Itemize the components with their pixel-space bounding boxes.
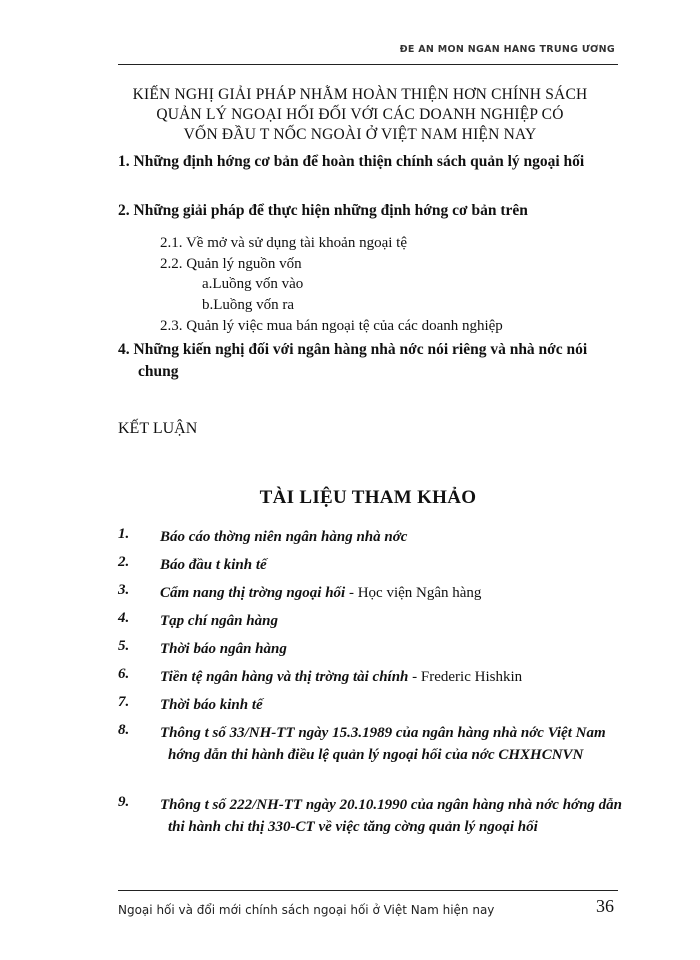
reference-item <box>160 794 628 838</box>
reference-item <box>160 554 620 576</box>
footer-rule <box>118 890 618 891</box>
reference-item <box>160 722 628 766</box>
reference-number: 7. <box>118 694 130 710</box>
reference-item <box>160 610 620 632</box>
reference-item <box>160 694 620 716</box>
header-rule <box>118 64 618 65</box>
reference-title: Báo cáo thờng niên ngân hàng nhà nớc <box>160 529 408 545</box>
title-line-3: VỐN ĐẦU T NỐC NGOÀI Ở VIỆT NAM HIỆN NAY <box>183 126 537 143</box>
reference-number: 1. <box>118 526 130 542</box>
reference-number: 3. <box>118 582 130 598</box>
reference-item <box>160 526 620 548</box>
reference-number: 8. <box>118 722 130 738</box>
running-header: ĐỀ ÁN MÔN NGÂN HÀNG TRUNG ƯƠNG <box>399 44 615 55</box>
reference-number: 9. <box>118 794 130 810</box>
reference-item <box>160 666 620 688</box>
reference-title: Tạp chí ngân hàng <box>160 613 278 629</box>
reference-number: 6. <box>118 666 130 682</box>
reference-title: Tiền tệ ngân hàng và thị trờng tài chính <box>160 669 409 685</box>
reference-extra: - Học viện Ngân hàng <box>345 585 482 601</box>
footer-title: Ngoại hối và đổi mới chính sách ngoại hối ở Việt Nam hiện nay <box>118 903 495 917</box>
section-2: 2. Những giải pháp để thực hiện những định hớng cơ bản trên <box>118 202 528 219</box>
section-2-1: 2.1. Về mở và sử dụng tài khoản ngoại tệ <box>160 235 407 251</box>
reference-title: Thời báo ngân hàng <box>160 641 287 657</box>
section-2-2-b: b.Luồng vốn ra <box>202 297 295 313</box>
section-2-3: 2.3. Quản lý việc mua bán ngoại tệ của các doanh nghiệp <box>160 318 503 334</box>
title-line-2: QUẢN LÝ NGOẠI HỐI ĐỐI VỚI CÁC DOANH NGHIỆP CÓ <box>156 106 564 123</box>
page-number: 36 <box>596 896 614 916</box>
reference-number: 5. <box>118 638 130 654</box>
section-4: 4. Những kiến nghị đối với ngân hàng nhà nớc nói riêng và nhà nớc nói chung <box>118 341 588 380</box>
reference-item <box>160 582 620 604</box>
reference-title: Báo đầu t kinh tế <box>160 557 267 573</box>
reference-title: Thông t số 222/NH-TT ngày 20.10.1990 của ngân hàng nhà nớc hớng dẫn thi hành chỉ thị 330-CT về việc tăng cờng quản lý ngoại hối <box>160 797 623 835</box>
reference-title: Thời báo kinh tế <box>160 697 263 713</box>
reference-extra: - Frederic Hishkin <box>408 669 523 685</box>
conclusion-heading: KẾT LUẬN <box>118 420 198 437</box>
reference-number: 4. <box>118 610 130 626</box>
reference-item <box>160 638 620 660</box>
references-title: TÀI LIỆU THAM KHẢO <box>259 487 477 508</box>
title-line-1: KIẾN NGHỊ GIẢI PHÁP NHẰM HOÀN THIỆN HƠN CHÍNH SÁCH <box>132 86 588 103</box>
reference-number: 2. <box>118 554 130 570</box>
section-2-2: 2.2. Quản lý nguồn vốn <box>160 256 302 272</box>
section-1: 1. Những định hớng cơ bản để hoàn thiện chính sách quản lý ngoại hối <box>118 153 585 170</box>
section-2-2-a: a.Luồng vốn vào <box>202 276 304 292</box>
reference-title: Cẩm nang thị trờng ngoại hối <box>160 585 346 601</box>
reference-title: Thông t số 33/NH-TT ngày 15.3.1989 của ngân hàng nhà nớc Việt Nam hớng dẫn thi hành điều lệ quản lý ngoại hối của nớc CHXHCNVN <box>160 725 606 763</box>
